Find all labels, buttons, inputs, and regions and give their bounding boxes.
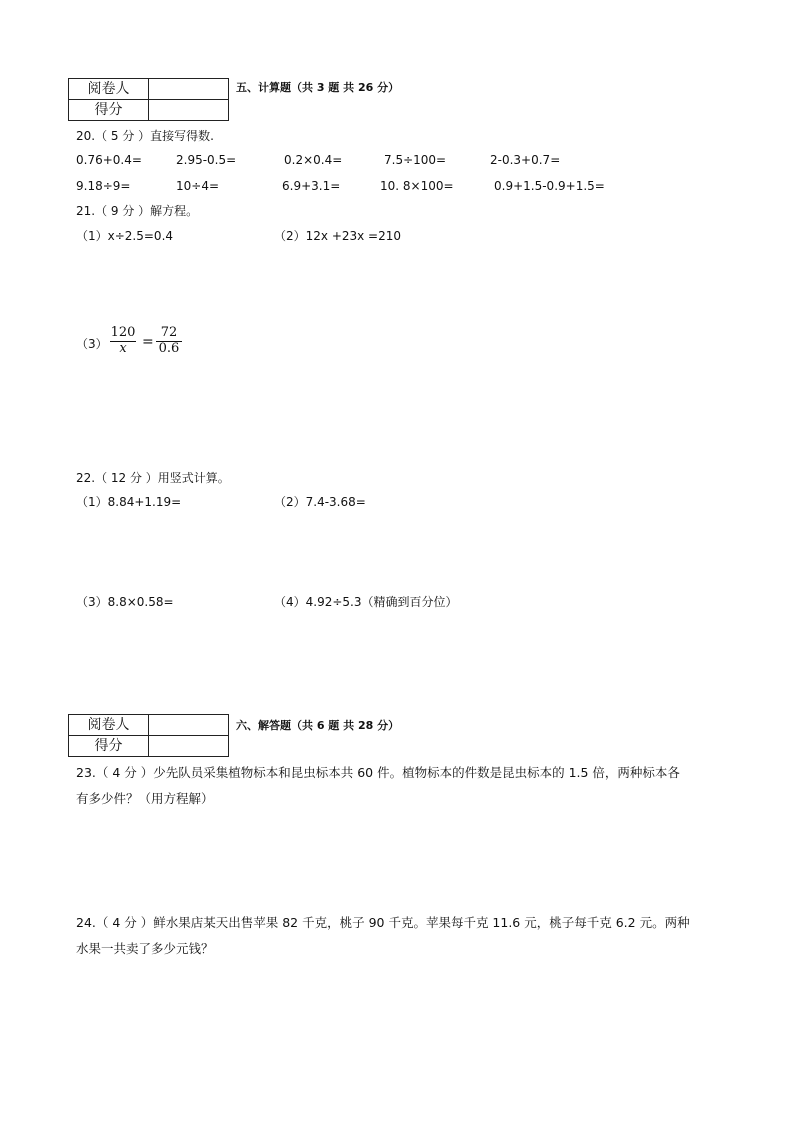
reviewer-label: 阅卷人 xyxy=(69,79,149,100)
question-text: 23.（ 4 分 ）少先队员采集植物标本和昆虫标本共 60 件。植物标本的件数是昆虫标本的 1.5 倍，两种标本各 xyxy=(76,765,680,780)
fraction-left xyxy=(110,326,136,358)
expression: 10÷4= xyxy=(176,179,220,193)
expression: 0.9+1.5-0.9+1.5= xyxy=(494,179,605,193)
expression: 2.95-0.5= xyxy=(176,153,237,167)
score-label: 得分 xyxy=(69,100,149,121)
numerator: 72 xyxy=(160,325,178,340)
question-header: 22.（ 12 分 ）用竖式计算。 xyxy=(76,471,230,485)
denominator: 0.6 xyxy=(158,341,180,356)
expression: 9.18÷9= xyxy=(76,179,131,193)
fraction-right xyxy=(156,326,182,358)
sub-question: （2）12x +23x =210 xyxy=(274,229,402,243)
expression: 0.76+0.4= xyxy=(76,153,142,167)
expression: 2-0.3+0.7= xyxy=(490,153,561,167)
expression: 0.2×0.4= xyxy=(284,153,343,167)
numerator: 120 xyxy=(110,325,136,340)
score-cell xyxy=(149,736,229,757)
question-text: 水果一共卖了多少元钱？ xyxy=(76,941,214,956)
equals-sign: = xyxy=(142,334,154,350)
sub-question-label: （3） xyxy=(76,337,108,351)
sub-question: （1）x÷2.5=0.4 xyxy=(76,229,174,243)
question-text: 有多少件？（用方程解） xyxy=(76,791,214,806)
section-title: 六、解答题（共 6 题 共 28 分） xyxy=(236,719,400,732)
sub-question: （2）7.4-3.68= xyxy=(274,495,366,509)
score-box xyxy=(68,714,229,757)
question-header: 20.（ 5 分 ）直接写得数. xyxy=(76,129,214,143)
section-title: 五、计算题（共 3 题 共 26 分） xyxy=(236,81,400,94)
expression: 6.9+3.1= xyxy=(282,179,341,193)
sub-question: （4）4.92÷5.3（精确到百分位） xyxy=(274,595,458,609)
denominator: x xyxy=(119,341,127,356)
score-box xyxy=(68,78,229,121)
question-text: 24.（ 4 分 ）鲜水果店某天出售苹果 82 千克，桃子 90 千克。苹果每千克 11.6 元，桃子每千克 6.2 元。两种 xyxy=(76,915,690,930)
score-label: 得分 xyxy=(69,736,149,757)
score-cell xyxy=(149,100,229,121)
reviewer-cell xyxy=(149,715,229,736)
sub-question: （1）8.84+1.19= xyxy=(76,495,182,509)
reviewer-label: 阅卷人 xyxy=(69,715,149,736)
expression: 10. 8×100= xyxy=(380,179,454,193)
reviewer-cell xyxy=(149,79,229,100)
expression: 7.5÷100= xyxy=(384,153,447,167)
sub-question: （3）8.8×0.58= xyxy=(76,595,174,609)
question-header: 21.（ 9 分 ）解方程。 xyxy=(76,204,199,218)
